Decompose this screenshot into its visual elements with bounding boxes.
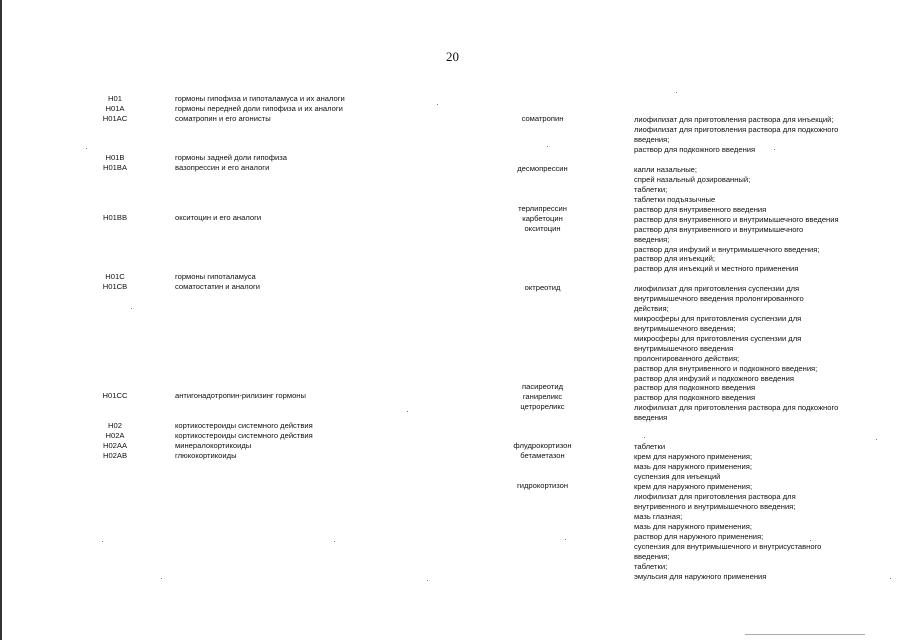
dosage-form-line: раствор для инфузий и внутримышечного введения; [634, 245, 820, 254]
scan-speck [890, 578, 891, 579]
atc-code: H01A [105, 104, 125, 113]
dosage-form-line: лиофилизат для приготовления раствора для подкожного [634, 403, 839, 412]
atc-code: H01CB [102, 282, 128, 291]
dosage-form-line: спрей назальный дозированный; [634, 175, 751, 184]
dosage-form-line: лиофилизат для приготовления раствора для инъекций; [634, 115, 834, 124]
dosage-form-line: лиофилизат для приготовления раствора для подкожного [634, 125, 839, 134]
scan-speck [547, 146, 548, 147]
scan-speck [427, 580, 428, 581]
atc-group: кортикостероиды системного действия [175, 421, 313, 430]
dosage-form-line: раствор для инъекций; [634, 254, 715, 263]
dosage-form-line: пролонгированного действия; [634, 354, 740, 363]
dosage-form-line: микросферы для приготовления суспензии для [634, 334, 802, 343]
scan-speck [407, 411, 408, 412]
scan-speck [131, 308, 132, 309]
dosage-form-line: таблетки подъязычные [634, 195, 716, 204]
dosage-form-line: раствор для наружного применения; [634, 532, 764, 541]
substance-name: соматропин [521, 114, 564, 123]
dosage-form-line: эмульсия для наружного применения [634, 572, 767, 581]
atc-group: гормоны задней доли гипофиза [175, 153, 287, 162]
bottom-rule [745, 634, 865, 635]
dosage-form-line: суспензия для внутримышечного и внутрисуставного [634, 542, 822, 551]
atc-code: H02AB [102, 451, 128, 460]
atc-code: H01BB [102, 213, 128, 222]
substance-name: карбетоцин [522, 214, 563, 223]
atc-group: антигонадотропин-рилизинг гормоны [175, 391, 306, 400]
dosage-form-line: раствор для внутривенного и подкожного введения; [634, 364, 818, 373]
substance-name: десмопрессин [517, 164, 568, 173]
dosage-form-line: капли назальные; [634, 165, 698, 174]
atc-code: H01BA [102, 163, 128, 172]
dosage-form-line: действия; [634, 304, 669, 313]
atc-group: соматропин и его агонисты [175, 114, 271, 123]
dosage-form-line: мазь для наружного применения; [634, 462, 752, 471]
dosage-form-line: внутривенного и внутримышечного введения; [634, 502, 796, 511]
atc-code: H01AC [102, 114, 128, 123]
dosage-form-line: лиофилизат для приготовления суспензии для [634, 284, 800, 293]
scan-speck [86, 148, 87, 149]
atc-group: минералокортикоиды [175, 441, 252, 450]
substance-name: гидрокортизон [516, 481, 569, 490]
dosage-form-line: раствор для внутривенного и внутримышечного введения [634, 215, 839, 224]
dosage-form-line: таблетки; [634, 562, 668, 571]
dosage-form-line: раствор для подкожного введения [634, 383, 756, 392]
scan-speck [102, 541, 103, 542]
dosage-form-line: мазь глазная; [634, 512, 683, 521]
substance-name: октреотид [524, 283, 561, 292]
atc-code: H01 [108, 94, 122, 103]
dosage-form-line: мазь для наружного применения; [634, 522, 752, 531]
scan-speck [644, 437, 645, 438]
dosage-form-line: введения; [634, 552, 670, 561]
dosage-form-line: микросферы для приготовления суспензии для [634, 314, 802, 323]
substance-name: пасиреотид [521, 382, 564, 391]
page-left-edge [0, 0, 2, 640]
scan-speck [565, 539, 566, 540]
substance-name: цетрореликс [520, 402, 565, 411]
dosage-form-line: таблетки [634, 442, 666, 451]
dosage-form-line: внутримышечного введения; [634, 324, 736, 333]
atc-code: H01C [105, 272, 125, 281]
substance-name: терлипрессин [518, 204, 567, 213]
scan-speck [876, 439, 877, 440]
atc-group: вазопрессин и его аналоги [175, 163, 270, 172]
dosage-form-line: введения; [634, 135, 670, 144]
dosage-form-line: раствор для инфузий и подкожного введения [634, 374, 794, 383]
atc-group: глюкокортикоиды [175, 451, 237, 460]
page-number: 20 [446, 49, 459, 64]
scan-speck [676, 92, 677, 93]
atc-group: окситоцин и его аналоги [175, 213, 262, 222]
atc-code: H01CC [102, 391, 128, 400]
dosage-form-line: таблетки; [634, 185, 668, 194]
dosage-form-line: внутримышечного введения [634, 344, 734, 353]
dosage-form-line: раствор для инъекций и местного применения [634, 264, 799, 273]
dosage-form-line: введения [634, 413, 668, 422]
dosage-form-line: раствор для подкожного введения [634, 145, 756, 154]
dosage-form-line: крем для наружного применения; [634, 452, 753, 461]
dosage-form-line: введения; [634, 235, 670, 244]
substance-name: бетаметазон [520, 451, 565, 460]
dosage-form-line: раствор для внутривенного введения [634, 205, 767, 214]
atc-group: соматостатин и аналоги [175, 282, 261, 291]
substance-name: флудрокортизон [513, 441, 572, 450]
atc-group: гормоны гипофиза и гипоталамуса и их аналоги [175, 94, 345, 103]
scan-speck [810, 540, 811, 541]
atc-code: H02A [105, 431, 125, 440]
dosage-form-line: внутримышечного введения пролонгированного [634, 294, 804, 303]
atc-code: H01B [105, 153, 125, 162]
dosage-form-line: суспензия для инъекций [634, 472, 721, 481]
dosage-form-line: раствор для подкожного введения [634, 393, 756, 402]
scan-speck [774, 149, 775, 150]
dosage-form-line: раствор для внутривенного и внутримышечного [634, 225, 804, 234]
scan-speck [437, 104, 438, 105]
substance-name: окситоцин [524, 224, 561, 233]
dosage-form-line: лиофилизат для приготовления раствора для [634, 492, 796, 501]
substance-name: ганиреликс [522, 392, 563, 401]
atc-group: гормоны гипоталамуса [175, 272, 256, 281]
scan-speck [334, 541, 335, 542]
atc-group: гормоны передней доли гипофиза и их аналоги [175, 104, 343, 113]
dosage-form-line: крем для наружного применения; [634, 482, 753, 491]
atc-code: H02 [108, 421, 122, 430]
atc-code: H02AA [102, 441, 128, 450]
atc-group: кортикостероиды системного действия [175, 431, 313, 440]
scan-speck [161, 578, 162, 579]
